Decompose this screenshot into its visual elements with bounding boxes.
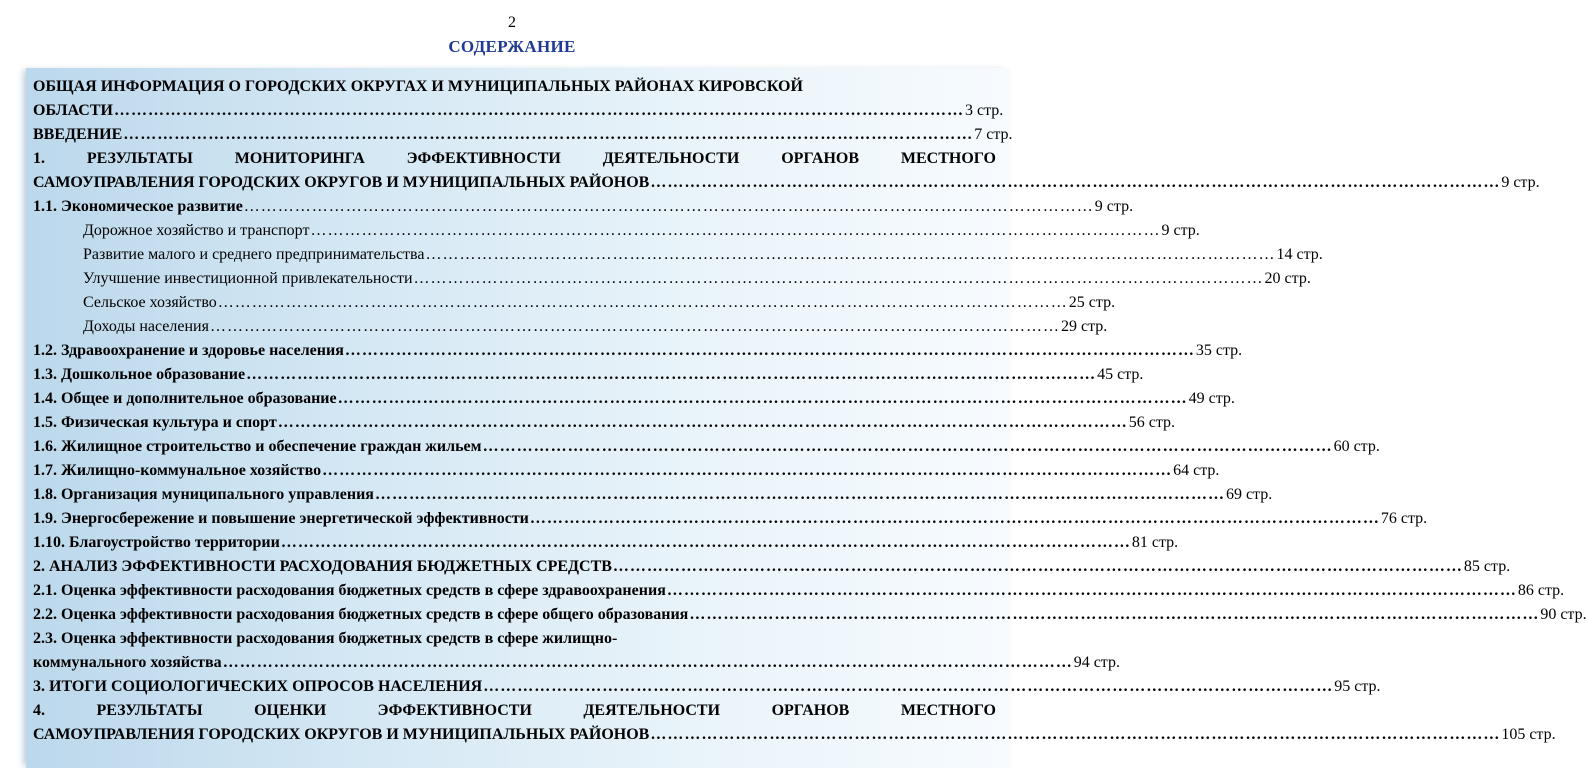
toc-econ-label: Экономическое развитие [61,198,243,215]
toc-s23-line1: 2.3. Оценка эффективности расходования бюджетных средств в сфере жилищно- [33,630,618,647]
toc-sec4[interactable] [33,723,1556,747]
page-ref: 9 стр. [1094,198,1134,215]
toc-label: 1.4. Общее и дополнительное образование [33,390,337,407]
toc-sec4-line2: САМОУПРАВЛЕНИЯ ГОРОДСКИХ ОКРУГОВ И МУНИЦИПАЛЬНЫХ РАЙОНОВ [33,726,650,743]
page-number: 2 [508,14,516,31]
toc-roads[interactable] [33,219,1200,243]
toc-s23-line2: коммунального хозяйства [33,654,222,671]
dot-leader: …………………………………………………………………………………………………………………………………… [529,510,1380,527]
toc-general-line2: ОБЛАСТИ [33,102,113,119]
toc-label: ВВЕДЕНИЕ [33,126,123,143]
dot-leader: …………………………………………………………………………………………………………………………………… [344,342,1195,359]
toc-sec2[interactable] [33,555,1511,579]
dot-leader: …………………………………………………………………………………………………………………………………… [482,438,1333,455]
toc-label: 1.7. Жилищно-коммунальное хозяйство [33,462,322,479]
toc-label: 2.1. Оценка эффективности расходования бюджетных средств в сфере здравоохранения [33,582,666,599]
toc-label: 3. ИТОГИ СОЦИОЛОГИЧЕСКИХ ОПРОСОВ НАСЕЛЕНИЯ [33,678,483,695]
page-ref: 56 стр. [1128,414,1176,431]
toc-label: 1.2. Здравоохранение и здоровье населения [33,342,344,359]
toc-improvement[interactable] [33,531,1179,555]
toc-sport[interactable] [33,411,1176,435]
dot-leader: …………………………………………………………………………………………………………………………………… [113,102,964,119]
toc-admin[interactable] [33,483,1273,507]
toc-label: 1.10. Благоустройство территории [33,534,280,551]
dot-leader: …………………………………………………………………………………………………………………………………… [612,558,1463,575]
toc-energy[interactable] [33,507,1428,531]
dot-leader: …………………………………………………………………………………………………………………………………… [277,414,1128,431]
toc-label: 1.6. Жилищное строительство и обеспечение граждан жильем [33,438,482,455]
toc-intro[interactable] [33,123,1013,147]
page-ref: 25 стр. [1068,294,1116,311]
toc-label: 1.9. Энергосбережение и повышение энергетической эффективности [33,510,529,527]
toc-label: Доходы населения [83,318,209,335]
page-ref: 90 стр. [1540,606,1587,623]
toc-econ[interactable] [33,195,1134,219]
table-of-contents [33,75,1587,747]
page-ref: 76 стр. [1380,510,1428,527]
dot-leader: …………………………………………………………………………………………………………………………………… [483,678,1334,695]
toc-education[interactable] [33,387,1235,411]
toc-sec3[interactable] [33,675,1381,699]
toc-health[interactable] [33,339,1243,363]
toc-label: 2.2. Оценка эффективности расходования бюджетных средств в сфере общего образования [33,606,689,623]
page-ref: 9 стр. [1501,174,1540,191]
page-ref: 49 стр. [1188,390,1235,407]
toc-s23[interactable] [33,651,1120,675]
page-ref: 29 стр. [1060,318,1108,335]
page-ref: 94 стр. [1073,654,1120,671]
toc-housing[interactable] [33,435,1380,459]
dot-leader: …………………………………………………………………………………………………………………………………… [280,534,1131,551]
toc-label: Развитие малого и среднего предпринимательства [83,246,425,263]
page-ref: 7 стр. [974,126,1013,143]
dot-leader: …………………………………………………………………………………………………………………………………… [337,390,1188,407]
dot-leader: …………………………………………………………………………………………………………………………………… [650,726,1501,743]
page-ref: 86 стр. [1517,582,1565,599]
page-title: СОДЕРЖАНИЕ [448,37,576,56]
page-ref: 35 стр. [1195,342,1243,359]
page-ref: 95 стр. [1334,678,1381,695]
toc-sec1-line1: 1. РЕЗУЛЬТАТЫ МОНИТОРИНГА ЭФФЕКТИВНОСТИ ДЕЯТЕЛЬНОСТИ ОРГАНОВ МЕСТНОГО [33,150,996,167]
page-ref: 85 стр. [1463,558,1511,575]
dot-leader: …………………………………………………………………………………………………………………………………… [413,270,1264,287]
dot-leader: …………………………………………………………………………………………………………………………………… [310,222,1161,239]
dot-leader: …………………………………………………………………………………………………………………………………… [123,126,974,143]
toc-econ-number: 1.1. [33,198,57,215]
dot-leader: …………………………………………………………………………………………………………………………………… [689,606,1540,623]
toc-label: Улучшение инвестиционной привлекательности [83,270,413,287]
dot-leader: …………………………………………………………………………………………………………………………………… [217,294,1068,311]
toc-label: 1.3. Дошкольное образование [33,366,246,383]
toc-label: 1.8. Организация муниципального управления [33,486,374,503]
toc-utilities[interactable] [33,459,1220,483]
toc-income[interactable] [33,315,1108,339]
toc-preschool[interactable] [33,363,1144,387]
toc-label: Дорожное хозяйство и транспорт [83,222,310,239]
page-ref: 20 стр. [1264,270,1311,287]
page-ref: 45 стр. [1097,366,1144,383]
toc-general[interactable] [33,99,1004,123]
page-ref: 69 стр. [1225,486,1273,503]
dot-leader: …………………………………………………………………………………………………………………………………… [209,318,1060,335]
dot-leader: …………………………………………………………………………………………………………………………………… [243,198,1094,215]
dot-leader: …………………………………………………………………………………………………………………………………… [374,486,1225,503]
dot-leader: …………………………………………………………………………………………………………………………………… [650,174,1501,191]
page-ref: 14 стр. [1276,246,1323,263]
page-ref: 3 стр. [964,102,1004,119]
page-ref: 64 стр. [1173,462,1220,479]
toc-label: 2. АНАЛИЗ ЭФФЕКТИВНОСТИ РАСХОДОВАНИЯ БЮДЖЕТНЫХ СРЕДСТВ [33,558,612,575]
dot-leader: …………………………………………………………………………………………………………………………………… [246,366,1097,383]
toc-s22[interactable] [33,603,1587,627]
toc-sec1[interactable] [33,171,1540,195]
dot-leader: …………………………………………………………………………………………………………………………………… [425,246,1276,263]
toc-label: 1.5. Физическая культура и спорт [33,414,277,431]
toc-s21[interactable] [33,579,1565,603]
toc-invest[interactable] [33,267,1311,291]
dot-leader: …………………………………………………………………………………………………………………………………… [322,462,1173,479]
page-ref: 105 стр. [1501,726,1556,743]
toc-agri[interactable] [33,291,1116,315]
toc-sec4-line1: 4. РЕЗУЛЬТАТЫ ОЦЕНКИ ЭФФЕКТИВНОСТИ ДЕЯТЕЛЬНОСТИ ОРГАНОВ МЕСТНОГО [33,702,996,719]
toc-smb[interactable] [33,243,1323,267]
toc-general-line1: ОБЩАЯ ИНФОРМАЦИЯ О ГОРОДСКИХ ОКРУГАХ И МУНИЦИПАЛЬНЫХ РАЙОНАХ КИРОВСКОЙ [33,78,803,95]
page-ref: 9 стр. [1161,222,1200,239]
dot-leader: …………………………………………………………………………………………………………………………………… [666,582,1517,599]
toc-label: Сельское хозяйство [83,294,217,311]
dot-leader: …………………………………………………………………………………………………………………………………… [222,654,1073,671]
toc-sec1-line2: САМОУПРАВЛЕНИЯ ГОРОДСКИХ ОКРУГОВ И МУНИЦИПАЛЬНЫХ РАЙОНОВ [33,174,650,191]
page-ref: 81 стр. [1131,534,1179,551]
page-ref: 60 стр. [1333,438,1380,455]
